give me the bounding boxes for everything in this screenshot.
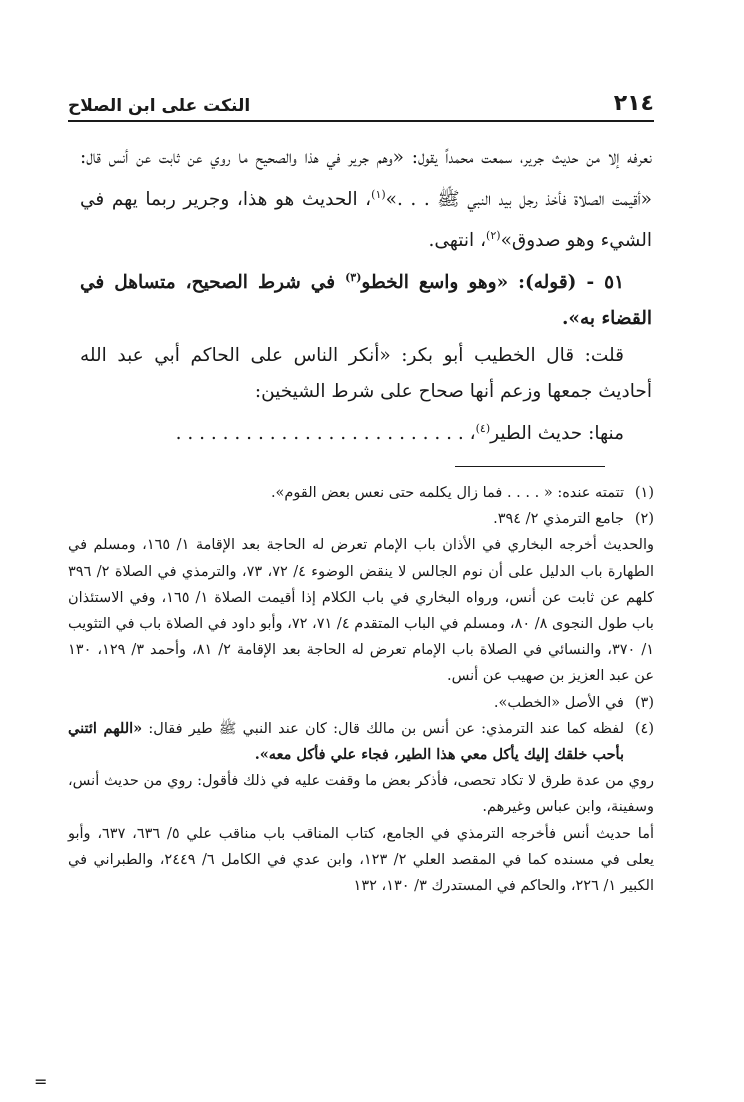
paragraph-3: قلت: قال الخطيب أبو بكر: «أنكر الناس على الحاكم أبي عبد الله أحاديث جمعها وزعم أنها صحاح على شرط الشيخين: — [80, 344, 652, 403]
footnote-1 — [68, 480, 654, 506]
paragraph-2-text-b: في شرط الصحيح، متساهل في القضاء به». — [80, 271, 652, 330]
paragraph-4 — [80, 411, 652, 453]
footnote-2-text: جامع الترمذي ٢/ ٣٩٤. — [493, 511, 624, 528]
paragraph-1-text-c: ، انتهى. — [428, 230, 487, 252]
footnote-4-continuation-1: روي من عدة طرق لا تكاد تحصى، فأذكر بعض ما وقفت عليه في ذلك فأقول: روي من حديث أنس، وسفينة، وابن عباس وغيرهم. — [68, 773, 654, 816]
paragraph-1-text-b: ، الحديث هو هذا، وجرير ربما يهم في الشيء وهو صدوق» — [80, 188, 652, 252]
paragraph-2 — [80, 260, 652, 338]
paragraph-4-dots: ، . . . . . . . . . . . . . . . . . . . . . . . . . — [175, 423, 476, 445]
footnote-ref-1: (١) — [371, 187, 386, 201]
footnote-4 — [68, 716, 654, 768]
main-text — [80, 140, 652, 453]
footnote-1-number: (١) — [634, 485, 654, 501]
footnote-separator — [455, 466, 605, 467]
footnote-1-text: تتمته عنده: « . . . . فما زال يكلمه حتى نعس بعض القوم». — [270, 485, 624, 501]
paragraph-1-text: نعرفه إلا من حديث جرير، سمعت محمداً يقول: «وهم جرير في هذا والصحيح ما روي عن ثابت عن أنس قال: «أقيمت الصلاة فأخذ رجل بيد النبي ﷺ . . .» — [80, 147, 652, 210]
footnote-4-body — [68, 716, 624, 768]
paragraph-1 — [80, 140, 652, 260]
footnote-3-number: (٣) — [634, 694, 654, 711]
paragraph-2-text: ٥١ - (قوله): «وهو واسع الخطو — [361, 271, 625, 293]
footnote-2-number: (٢) — [634, 511, 654, 528]
footnotes — [68, 480, 654, 899]
footnote-2 — [68, 506, 654, 532]
footnote-4-number: (٤) — [634, 720, 654, 737]
page-number: ٢١٤ — [613, 91, 654, 116]
footnote-4-quote: «اللهم ائتني بأحب خلقك إليك يأكل معي هذا الطير، فجاء علي فأكل معه». — [68, 719, 624, 764]
footnote-ref-2: (٢) — [486, 229, 501, 243]
footnote-4-text: لفظه كما عند الترمذي: عن أنس بن مالك قال: كان عند النبي ﷺ طير فقال: — [148, 720, 625, 737]
paragraph-4-text: منها: حديث الطير — [490, 423, 624, 445]
footnote-ref-4: (٤) — [475, 421, 491, 435]
running-title: النكت على ابن الصلاح — [68, 96, 251, 116]
footnote-2-continuation: والحديث أخرجه البخاري في الأذان باب الإمام تعرض له الحاجة بعد الإقامة ١/ ١٦٥، ومسلم في الطهارة باب الدليل على أن نوم الجالس لا ينقض الوضوء ٤/ ٧٢، ٧٣، والترمذي في الصلاة ٢/ ٣٩٦ كلهم عن ثابت عن أنس، ورواه البخاري في باب الكلام إذا أقيمت الصلاة ١/ ١٦٥، وفي الاستئذان باب طول النجوى ٨/ ٨٠، ومسلم في الباب المتقدم ٤/ ٧١، ٧٢، وأبو داود في الصلاة باب في التثويب ١/ ٣٧٠، والنسائي في الصلاة باب الإمام تعرض له الحاجة بعد الإقامة ٢/ ٨١، وأحمد ٣/ ١٢٩، ١٣٠ عن عبد العزيز بن صهيب عن أنس. — [68, 537, 655, 685]
footnote-ref-3: (٣) — [345, 270, 362, 284]
continuation-mark: = — [34, 1072, 48, 1091]
footnote-3-text: في الأصل «الخطب». — [493, 694, 624, 711]
footnote-4-continuation-2: أما حديث أنس فأخرجه الترمذي في الجامع، كتاب المناقب باب مناقب علي ٥/ ٦٣٦، ٦٣٧، وأبو يعلى في مسنده كما في المقصد العلي ٢/ ١٢٣، وابن عدي في الكامل ٦/ ٢٤٤٩، والطبراني في الكبير ١/ ٢٢٦، والحاكم في المستدرك ٣/ ١٣٠، ١٣٢ — [68, 825, 654, 895]
footnote-3 — [68, 690, 654, 716]
page-header — [68, 86, 654, 122]
